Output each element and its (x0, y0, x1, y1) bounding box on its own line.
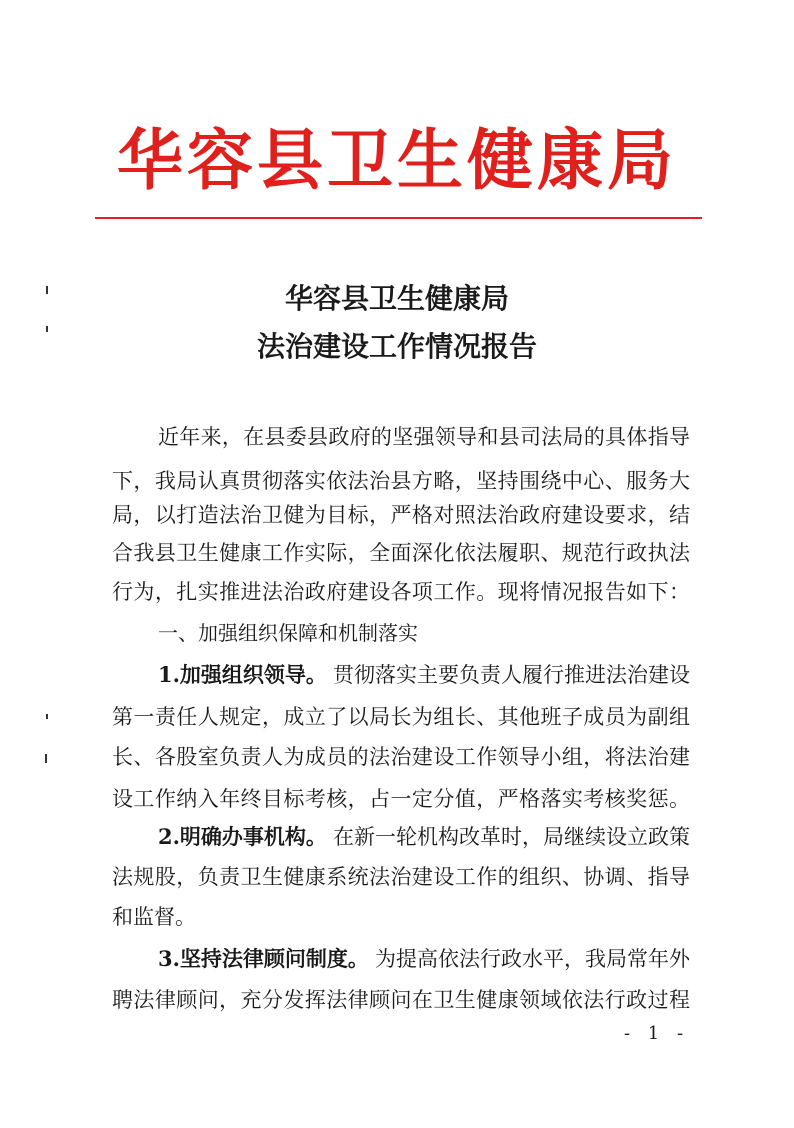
item-2-line-2: 法规股，负责卫生健康系统法治建设工作的组织、协调、指导 (112, 865, 690, 889)
intro-line-4: 合我县卫生健康工作实际，全面深化依法履职、规范行政执法 (112, 541, 690, 565)
scan-mark (46, 286, 48, 294)
item-1-first-rest: 贯彻落实主要负责人履行推进法治建设 (333, 663, 690, 687)
letterhead-red-rule (95, 217, 702, 219)
scan-mark (45, 754, 47, 763)
item-2-first-rest: 在新一轮机构改革时，局继续设立政策 (333, 825, 690, 849)
intro-line-5: 行为，扎实推进法治政府建设各项工作。现将情况报告如下： (112, 580, 690, 604)
intro-line-1: 近年来，在县委县政府的坚强领导和县司法局的具体指导 (158, 425, 690, 449)
item-3-line-2: 聘法律顾问，充分发挥法律顾问在卫生健康领域依法行政过程 (112, 988, 690, 1012)
scan-mark (46, 326, 48, 332)
item-1-line-3: 长、各股室负责人为成员的法治建设工作领导小组，将法治建 (112, 745, 690, 769)
intro-line-3: 局，以打造法治卫健为目标，严格对照法治政府建设要求，结 (112, 503, 690, 527)
item-2-line-3: 和监督。 (112, 905, 196, 929)
scan-mark (46, 714, 48, 719)
section-1-heading: 一、加强组织保障和机制落实 (158, 621, 418, 645)
document-title-line-1: 华容县卫生健康局 (284, 282, 509, 315)
item-1-lead: 1.加强组织领导。 (158, 662, 327, 687)
item-1-line-4: 设工作纳入年终目标考核，占一定分值，严格落实考核奖惩。 (112, 787, 690, 811)
document-title-line-2: 法治建设工作情况报告 (256, 330, 537, 363)
item-3-lead: 3.坚持法律顾问制度。 (158, 946, 369, 971)
letterhead-org-name: 华容县卫生健康局 (117, 121, 677, 199)
item-3-first-rest: 为提高依法行政水平，我局常年外 (375, 947, 690, 971)
item-2-lead: 2.明确办事机构。 (158, 824, 327, 849)
item-1-first-line (158, 660, 690, 690)
item-2-first-line (158, 822, 690, 852)
page-number: - 1 - (624, 1023, 690, 1044)
item-1-line-2: 第一责任人规定，成立了以局长为组长、其他班子成员为副组 (112, 705, 690, 729)
item-3-first-line (158, 944, 690, 974)
intro-line-2: 下，我局认真贯彻落实依法治县方略，坚持围绕中心、服务大 (112, 469, 690, 493)
